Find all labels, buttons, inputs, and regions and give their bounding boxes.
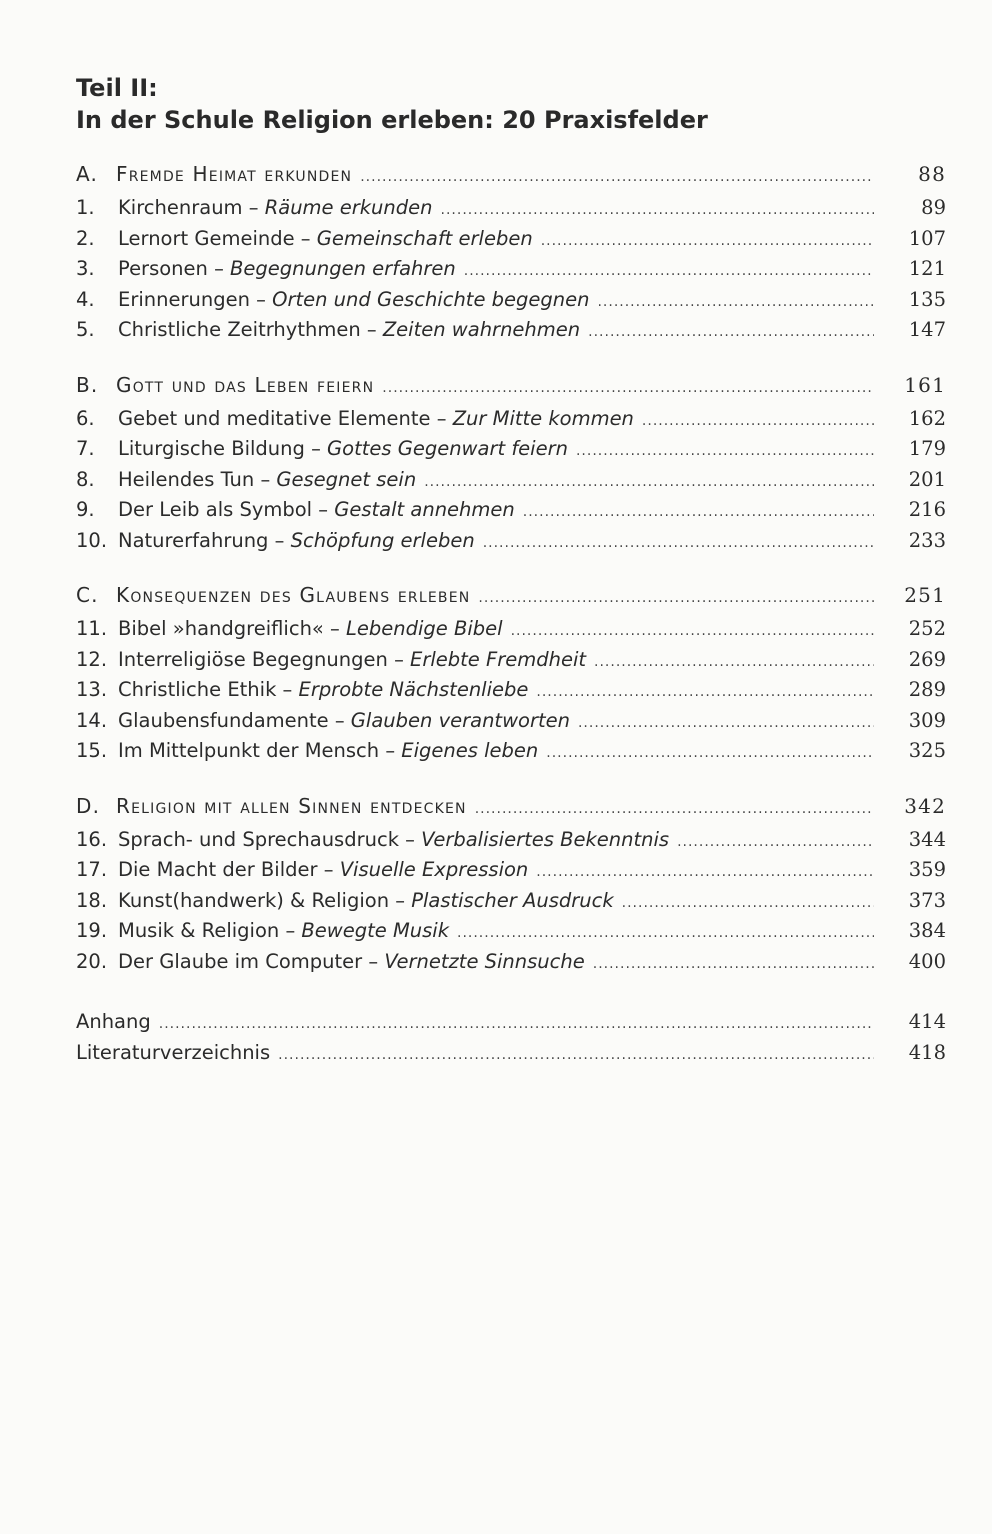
leader-dots — [464, 263, 874, 279]
toc-entry — [76, 318, 946, 349]
leader-dots — [159, 1016, 874, 1032]
leader-dots — [523, 504, 874, 520]
leader-dots — [441, 202, 874, 218]
section-page-number: 161 — [904, 372, 946, 397]
section-title: Gott und das Leben feiern — [116, 372, 375, 397]
entry-number: 5. — [76, 318, 95, 341]
part-label: Teil II: — [76, 74, 158, 102]
toc-section — [76, 162, 946, 349]
entry-main-title: Erinnerungen – — [118, 287, 266, 311]
entry-main-title: Naturerfahrung – — [118, 528, 285, 552]
entry-title — [118, 739, 538, 762]
toc-entry — [76, 468, 946, 499]
table-of-contents — [76, 72, 946, 1072]
leader-dots — [478, 590, 874, 606]
toc-entry — [76, 196, 946, 227]
entry-main-title: Personen – — [118, 257, 224, 280]
leader-dots — [424, 474, 874, 490]
entry-number: 3. — [76, 257, 95, 280]
entry-page-number: 400 — [908, 949, 946, 973]
toc-sections — [76, 162, 946, 980]
section-letter: B. — [76, 372, 99, 397]
section-title: Konsequenzen des Glaubens erleben — [116, 583, 471, 607]
entry-main-title: Kunst(handwerk) & Religion – — [118, 888, 405, 912]
appendix-title: Literaturverzeichnis — [76, 1041, 271, 1064]
entry-number: 11. — [76, 617, 108, 640]
entry-subtitle: Visuelle Expression — [339, 858, 529, 881]
entry-subtitle: Glauben verantworten — [350, 708, 570, 732]
entry-page-number: 309 — [908, 708, 946, 732]
toc-entry — [76, 828, 946, 859]
entry-subtitle: Plastischer Ausdruck — [411, 888, 614, 912]
entry-page-number: 344 — [908, 827, 946, 851]
toc-entry — [76, 529, 946, 560]
page-heading — [76, 72, 946, 136]
entry-title — [118, 648, 586, 671]
entry-main-title: Christliche Zeitrhythmen – — [118, 318, 377, 341]
entry-title — [118, 437, 568, 460]
leader-dots — [622, 895, 874, 911]
leader-dots — [360, 169, 874, 185]
entry-number: 1. — [76, 196, 95, 219]
toc-entry — [76, 288, 946, 319]
entry-number: 18. — [76, 888, 108, 912]
leader-dots — [536, 864, 874, 880]
entry-title — [118, 318, 580, 341]
leader-dots — [483, 535, 874, 551]
entry-page-number: 233 — [908, 528, 946, 552]
entry-subtitle: Zeiten wahrnehmen — [382, 318, 581, 341]
entry-number: 20. — [76, 949, 108, 973]
entry-page-number: 252 — [908, 617, 946, 640]
appendix-entry — [76, 1041, 946, 1072]
toc-entry — [76, 407, 946, 438]
toc-entry — [76, 227, 946, 258]
entry-subtitle: Eigenes leben — [401, 739, 539, 762]
section-page-number: 251 — [904, 583, 946, 607]
entry-subtitle: Gemeinschaft erleben — [316, 226, 533, 250]
entry-subtitle: Gestalt annehmen — [334, 498, 515, 521]
section-title: Fremde Heimat erkunden — [116, 162, 353, 186]
entry-main-title: Glaubensfundamente – — [118, 708, 345, 732]
entry-subtitle: Vernetzte Sinnsuche — [384, 949, 585, 973]
toc-appendix — [76, 1010, 946, 1072]
entry-page-number: 89 — [921, 196, 946, 219]
section-page-number: 342 — [904, 793, 946, 818]
entry-number: 13. — [76, 678, 108, 701]
entry-page-number: 121 — [908, 257, 946, 280]
entry-number: 6. — [76, 406, 95, 430]
toc-entry — [76, 709, 946, 740]
section-letter: D. — [76, 793, 101, 818]
appendix-page-number: 414 — [908, 1010, 946, 1033]
entry-subtitle: Gesegnet sein — [276, 467, 417, 491]
toc-entry — [76, 950, 946, 981]
leader-dots — [382, 380, 874, 396]
entry-number: 7. — [76, 437, 95, 460]
leader-dots — [597, 294, 874, 310]
entry-title — [118, 196, 433, 219]
leader-dots — [511, 623, 874, 639]
toc-entry — [76, 257, 946, 288]
entry-main-title: Bibel »handgreiflich« – — [118, 617, 340, 640]
leader-dots — [593, 956, 874, 972]
leader-dots — [576, 443, 874, 459]
entry-title — [118, 678, 528, 701]
toc-section — [76, 373, 946, 560]
entry-subtitle: Schöpfung erleben — [290, 528, 475, 552]
entry-main-title: Sprach- und Sprechausdruck – — [118, 827, 415, 851]
toc-entry — [76, 919, 946, 950]
entry-title — [118, 919, 449, 942]
leader-dots — [475, 801, 874, 817]
entry-main-title: Lernort Gemeinde – — [118, 226, 311, 250]
entry-main-title: Der Glaube im Computer – — [118, 949, 379, 973]
section-page-number: 88 — [918, 162, 946, 186]
section-letter: C. — [76, 583, 99, 607]
section-heading — [76, 794, 946, 828]
entry-title — [118, 858, 528, 881]
entry-title — [118, 709, 570, 732]
entry-page-number: 216 — [908, 498, 946, 521]
entry-main-title: Liturgische Bildung – — [118, 437, 321, 460]
entry-page-number: 201 — [908, 467, 946, 491]
section-title: Religion mit allen Sinnen entdecken — [116, 793, 467, 818]
entry-title — [118, 288, 589, 311]
entry-page-number: 384 — [908, 919, 946, 942]
entry-number: 8. — [76, 467, 95, 491]
entry-main-title: Heilendes Tun – — [118, 467, 271, 491]
entry-subtitle: Orten und Geschichte begegnen — [272, 287, 590, 311]
entry-page-number: 359 — [908, 858, 946, 881]
part-title: In der Schule Religion erleben: 20 Praxisfelder — [76, 106, 708, 134]
entry-page-number: 147 — [908, 318, 946, 341]
entry-subtitle: Erlebte Fremdheit — [410, 647, 587, 671]
entry-number: 10. — [76, 528, 108, 552]
entry-main-title: Gebet und meditative Elemente – — [118, 406, 447, 430]
entry-subtitle: Erprobte Nächstenliebe — [298, 678, 529, 701]
entry-number: 2. — [76, 226, 95, 250]
entry-subtitle: Lebendige Bibel — [346, 617, 503, 640]
entry-main-title: Im Mittelpunkt der Mensch – — [118, 739, 396, 762]
entry-page-number: 269 — [908, 647, 946, 671]
toc-entry — [76, 648, 946, 679]
entry-main-title: Interreligiöse Begegnungen – — [118, 647, 404, 671]
entry-main-title: Christliche Ethik – — [118, 678, 293, 701]
entry-title — [118, 950, 585, 973]
leader-dots — [536, 684, 874, 700]
entry-page-number: 373 — [908, 888, 946, 912]
entry-page-number: 107 — [908, 226, 946, 250]
entry-number: 12. — [76, 647, 108, 671]
toc-entry — [76, 858, 946, 889]
appendix-entry — [76, 1010, 946, 1041]
toc-entry — [76, 678, 946, 709]
entry-page-number: 325 — [908, 739, 946, 762]
entry-main-title: Die Macht der Bilder – — [118, 858, 334, 881]
entry-page-number: 162 — [908, 406, 946, 430]
leader-dots — [578, 715, 874, 731]
entry-title — [118, 617, 503, 640]
toc-entry — [76, 739, 946, 770]
toc-entry — [76, 498, 946, 529]
section-heading — [76, 373, 946, 407]
entry-number: 19. — [76, 919, 108, 942]
entry-page-number: 135 — [908, 287, 946, 311]
entry-title — [118, 889, 614, 912]
leader-dots — [546, 745, 874, 761]
entry-number: 4. — [76, 287, 95, 311]
entry-main-title: Kirchenraum – — [118, 196, 259, 219]
leader-dots — [278, 1047, 874, 1063]
entry-number: 9. — [76, 498, 95, 521]
entry-subtitle: Gottes Gegenwart feiern — [327, 437, 568, 460]
entry-main-title: Der Leib als Symbol – — [118, 498, 329, 521]
entry-page-number: 289 — [908, 678, 946, 701]
entry-title — [118, 257, 456, 280]
entry-title — [118, 407, 634, 430]
entry-number: 14. — [76, 708, 108, 732]
entry-subtitle: Räume erkunden — [264, 196, 433, 219]
entry-main-title: Musik & Religion – — [118, 919, 296, 942]
entry-title — [118, 468, 416, 491]
leader-dots — [588, 324, 874, 340]
appendix-title: Anhang — [76, 1010, 151, 1033]
entry-title — [118, 828, 669, 851]
toc-entry — [76, 617, 946, 648]
entry-title — [118, 498, 515, 521]
leader-dots — [457, 925, 874, 941]
section-heading — [76, 162, 946, 196]
entry-subtitle: Verbalisiertes Bekenntnis — [421, 827, 670, 851]
toc-section — [76, 583, 946, 770]
section-letter: A. — [76, 162, 99, 186]
entry-page-number: 179 — [908, 437, 946, 460]
toc-entry — [76, 889, 946, 920]
leader-dots — [677, 834, 874, 850]
leader-dots — [642, 413, 874, 429]
entry-subtitle: Begegnungen erfahren — [230, 257, 456, 280]
entry-title — [118, 529, 475, 552]
entry-title — [118, 227, 533, 250]
entry-number: 15. — [76, 739, 108, 762]
entry-subtitle: Zur Mitte kommen — [452, 406, 634, 430]
leader-dots — [594, 654, 874, 670]
entry-subtitle: Bewegte Musik — [301, 919, 449, 942]
appendix-page-number: 418 — [908, 1041, 946, 1064]
leader-dots — [541, 233, 874, 249]
entry-number: 17. — [76, 858, 108, 881]
toc-entry — [76, 437, 946, 468]
toc-section — [76, 794, 946, 981]
section-heading — [76, 583, 946, 617]
entry-number: 16. — [76, 827, 108, 851]
